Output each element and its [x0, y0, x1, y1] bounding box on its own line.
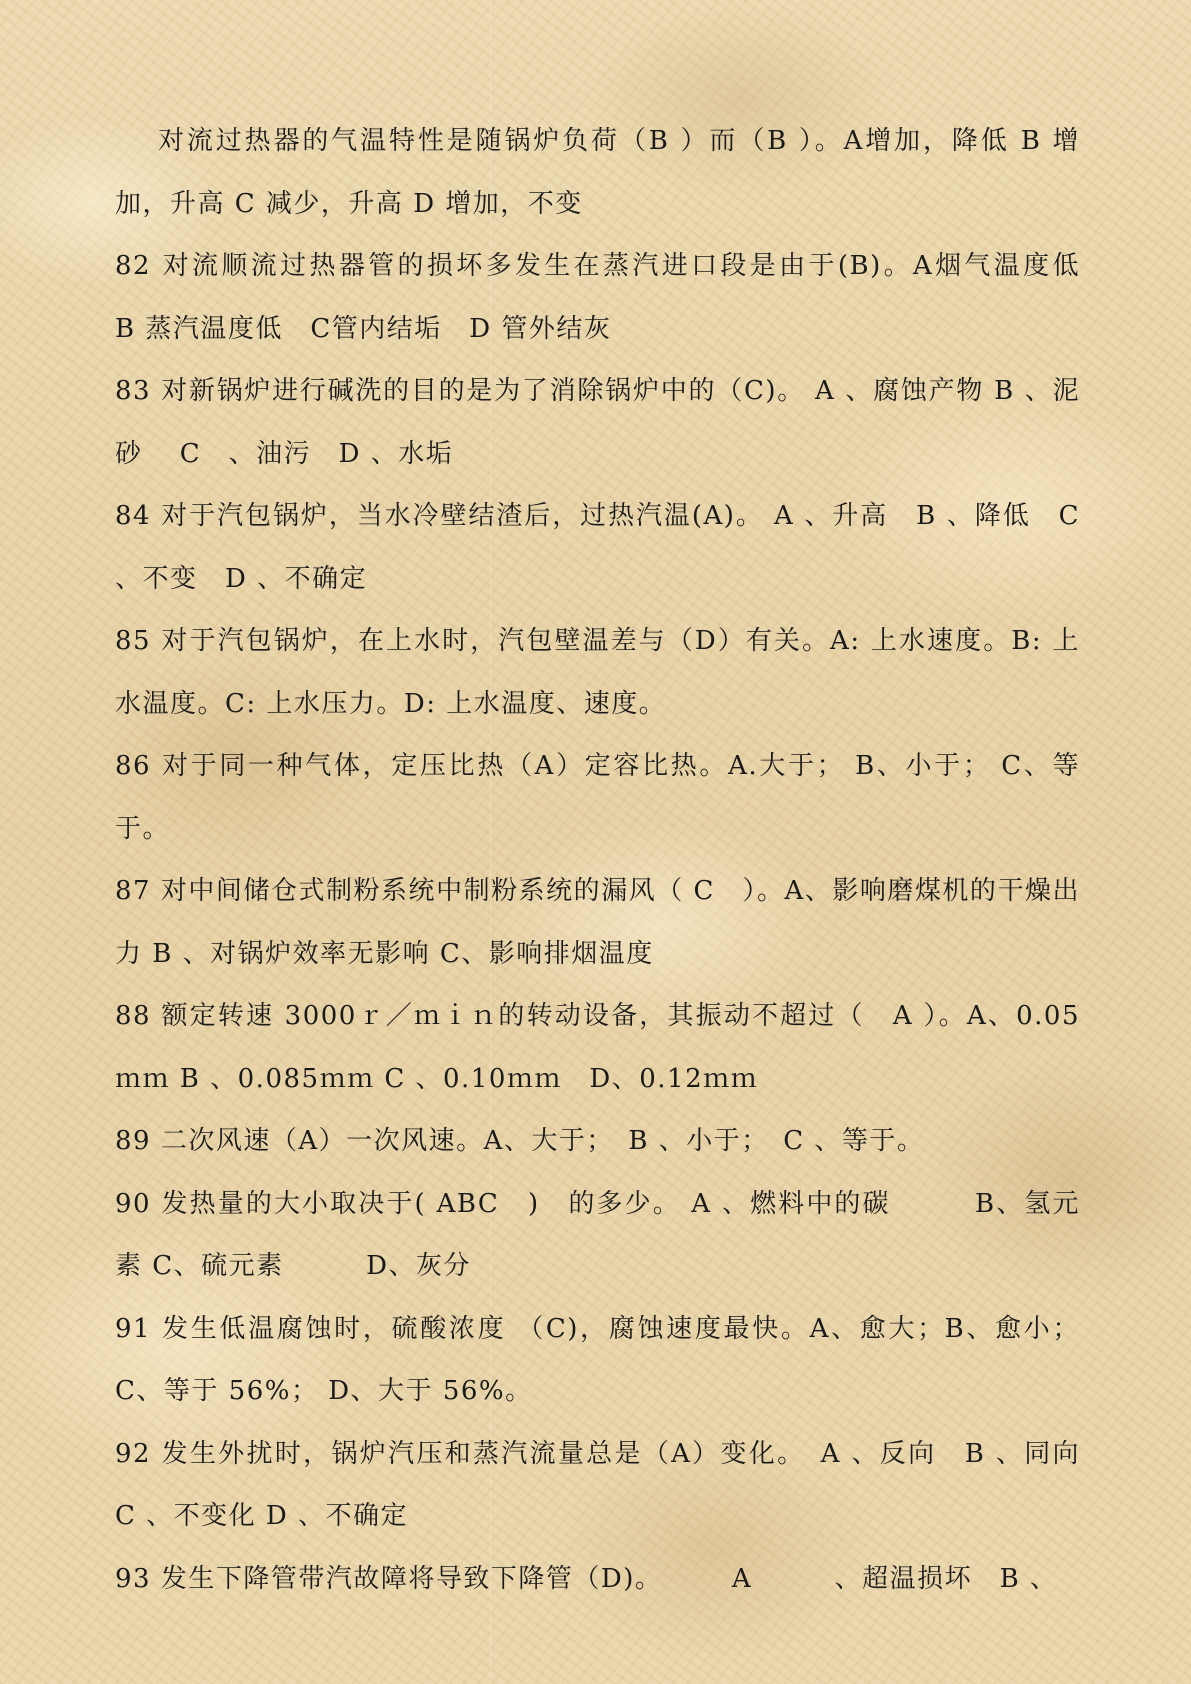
question-91: 91 发生低温腐蚀时，硫酸浓度 （C)，腐蚀速度最快。A、愈大；B、愈小；C、等于 56%； D、大于 56%。 — [115, 1313, 1080, 1406]
question-87: 87 对中间储仓式制粉系统中制粉系统的漏风（ C ）。A、影响磨煤机的干燥出力 B 、对锅炉效率无影响 C、影响排烟温度 — [115, 876, 1080, 969]
question-85: 85 对于汽包锅炉，在上水时，汽包壁温差与（D）有关。A: 上水速度。B: 上水温度。C: 上水压力。D: 上水温度、速度。 — [115, 626, 1080, 719]
question-86: 86 对于同一种气体，定压比热（A）定容比热。A.大于； B、小于； C、等于。 — [115, 751, 1080, 844]
question-93: 93 发生下降管带汽故障将导致下降管（D)。 A 、超温损坏 B 、 — [115, 1563, 1058, 1594]
question-92: 92 发生外扰时，锅炉汽压和蒸汽流量总是（A）变化。 A 、反向 B 、同向 C 、不变化 D 、不确定 — [115, 1438, 1108, 1531]
question-81: 对流过热器的气温特性是随锅炉负荷（B ）而（B ）。A增加，降低 B 增加，升高 C 减少，升高 D 增加，不变 — [115, 126, 1080, 219]
question-83: 83 对新锅炉进行碱洗的目的是为了消除锅炉中的（C)。 A 、腐蚀产物 B 、泥砂 C 、油污 D 、水垢 — [115, 376, 1080, 469]
question-82: 82 对流顺流过热器管的损坏多发生在蒸汽进口段是由于(B)。A烟气温度低 B 蒸汽温度低 C管内结垢 D 管外结灰 — [115, 251, 1118, 344]
document-body — [115, 110, 1118, 1610]
question-84: 84 对于汽包锅炉，当水冷壁结渣后，过热汽温(A)。 A 、升高 B 、降低 C 、不变 D 、不确定 — [115, 501, 1080, 594]
question-89: 89 二次风速（A）一次风速。A、大于； B 、小于； C 、等于。 — [115, 1126, 925, 1156]
question-88: 88 额定转速 3000ｒ／ｍｉｎ的转动设备，其振动不超过（ A ）。A、0.05ｍｍ B 、0.085ｍｍ C 、0.10ｍｍ D、0.12ｍｍ — [115, 1001, 1080, 1094]
question-90: 90 发热量的大小取决于( ABC ) 的多少。 A 、燃料中的碳 B、氢元素 C、硫元素 D、灰分 — [115, 1188, 1080, 1281]
